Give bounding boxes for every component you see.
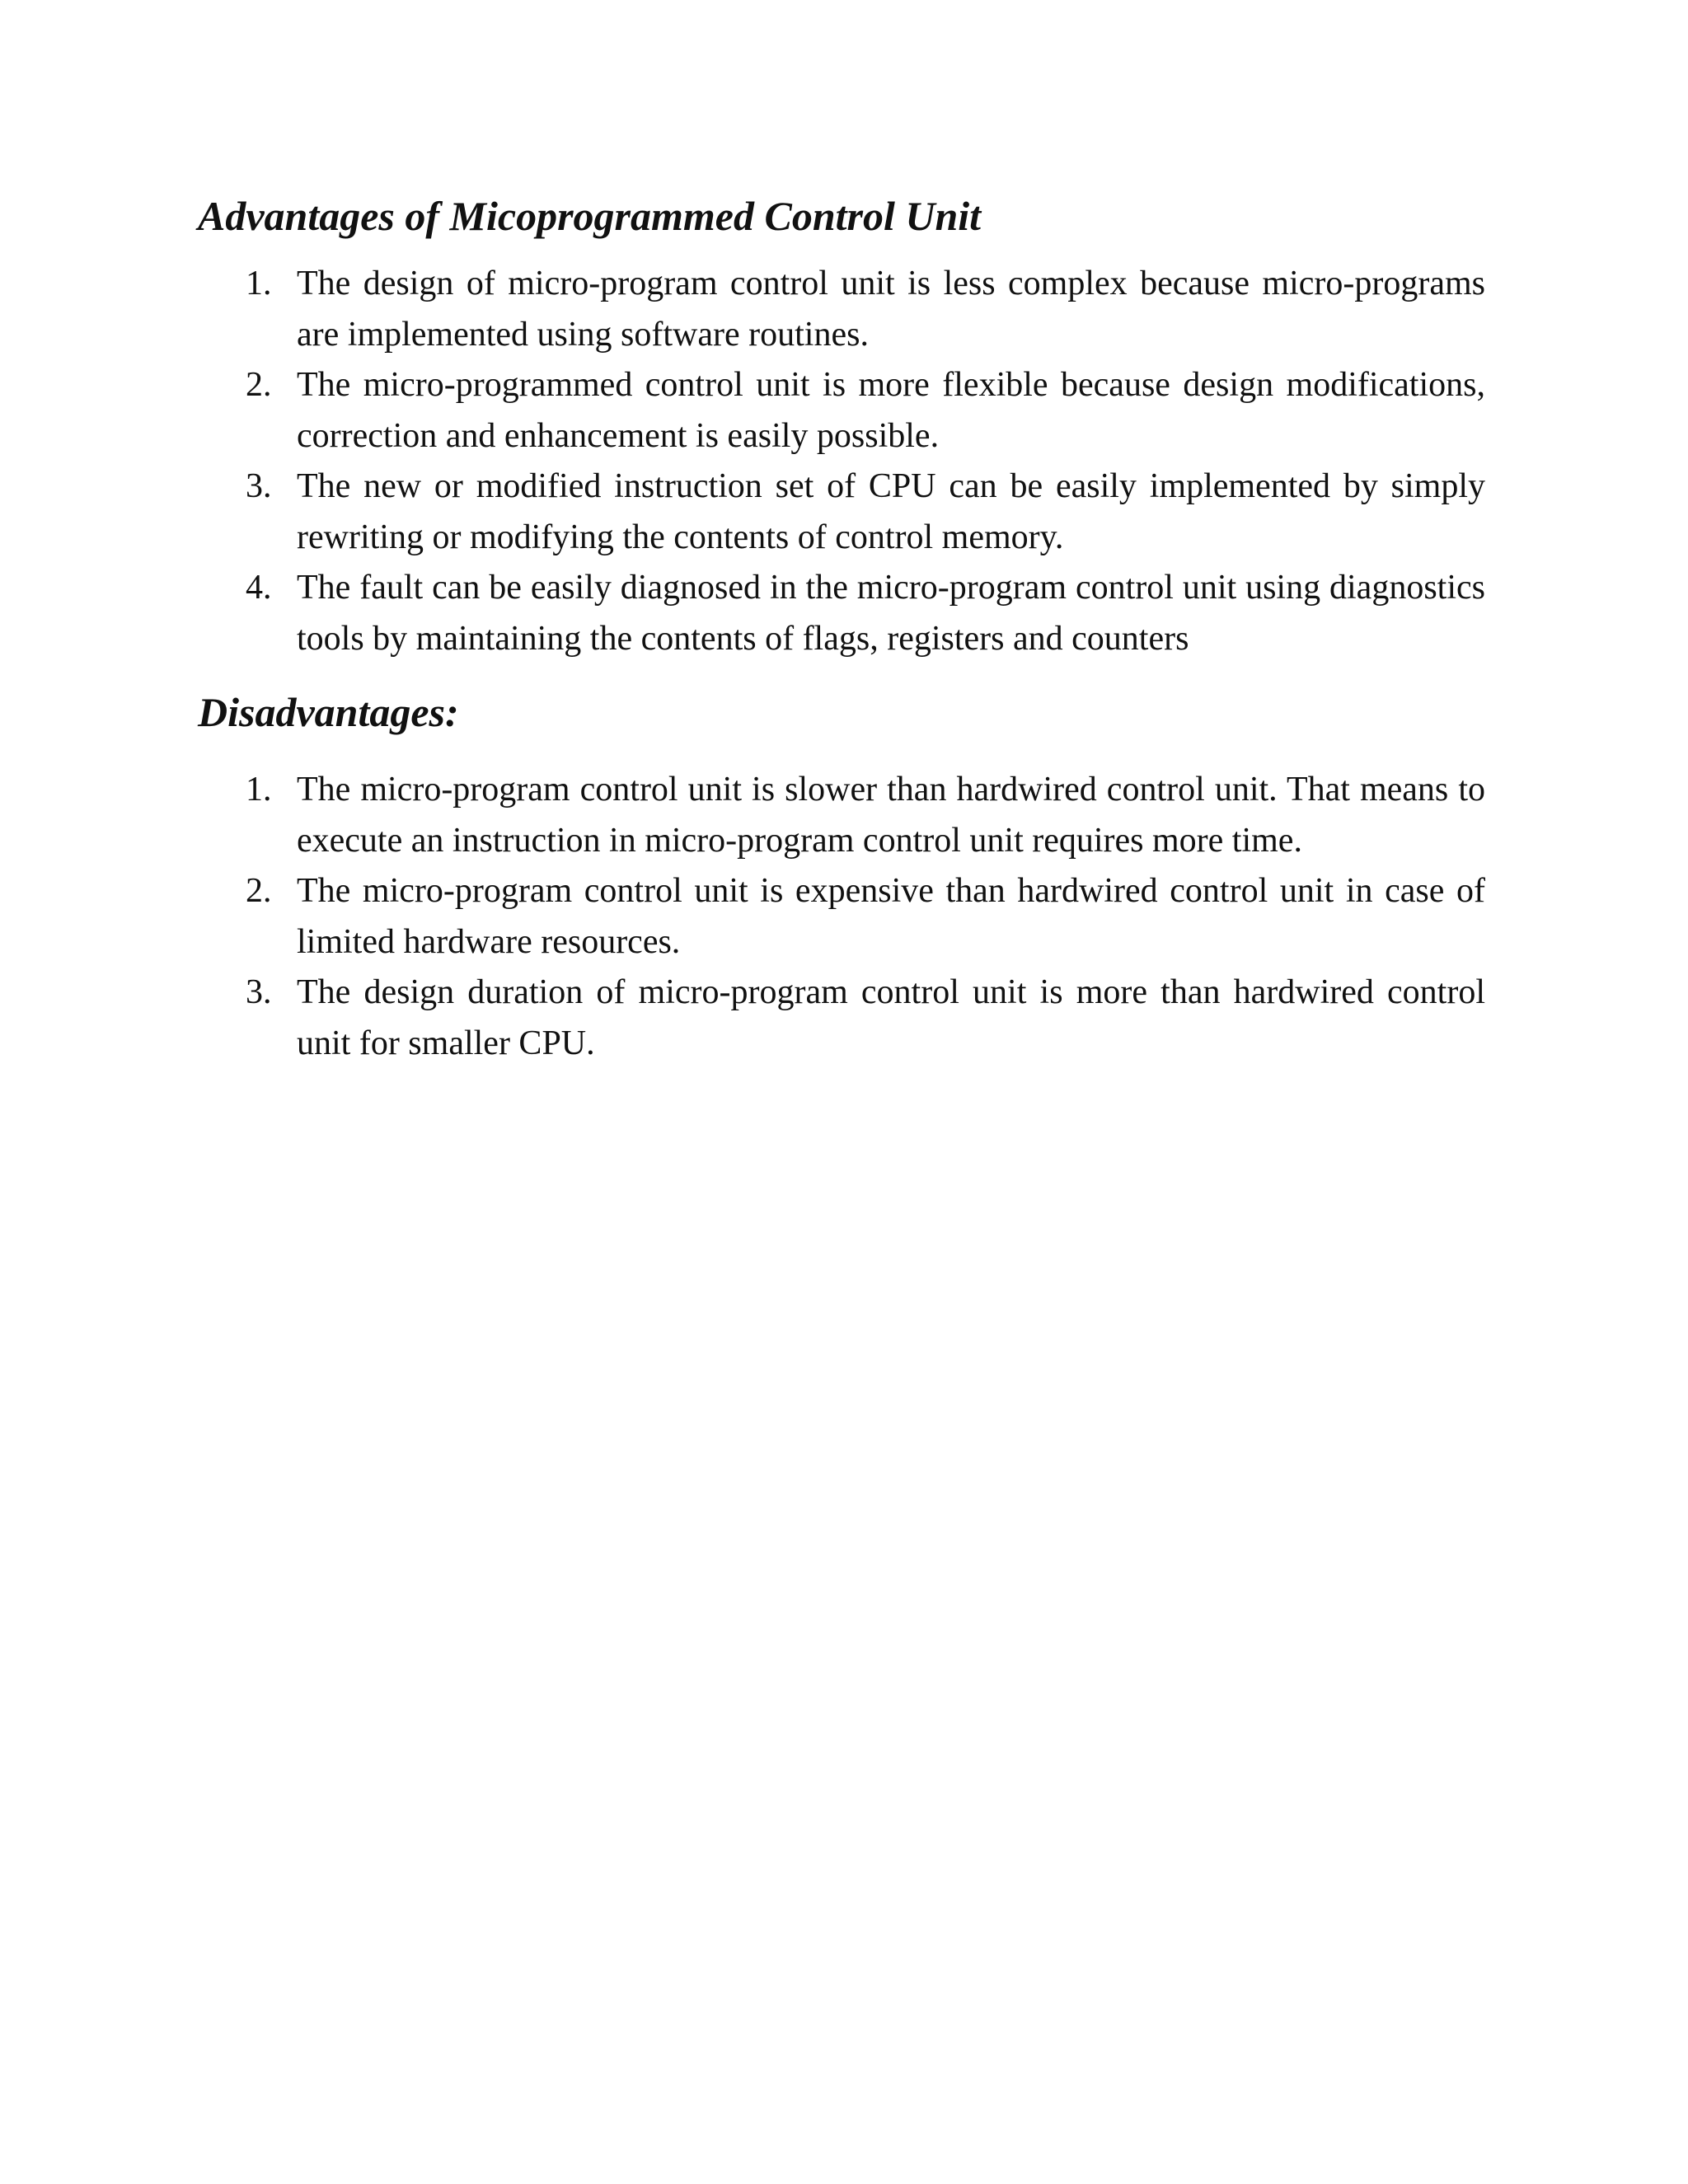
- item-number: 2.: [246, 872, 272, 910]
- advantages-heading: Advantages of Micoprogrammed Control Unit: [198, 193, 982, 239]
- disadvantages-heading: Disadvantages:: [198, 689, 459, 735]
- item-text: The micro-programmed control unit is more flexible because design modifications, correction and enhancement is easily possible.: [297, 366, 1485, 455]
- item-number: 3.: [246, 467, 272, 505]
- advantages-list: [198, 259, 1485, 664]
- list-item: [198, 360, 1485, 462]
- document-content: [198, 191, 1485, 1069]
- item-number: 3.: [246, 973, 272, 1011]
- list-item: [198, 765, 1485, 866]
- item-text: The micro-program control unit is slower than hardwired control unit. That means to execute an instruction in micro-program control unit requires more time.: [297, 771, 1485, 860]
- item-text: The design duration of micro-program control unit is more than hardwired control unit for smaller CPU.: [297, 973, 1485, 1062]
- item-text: The design of micro-program control unit is less complex because micro-programs are implemented using software routines.: [297, 265, 1485, 354]
- item-text: The fault can be easily diagnosed in the micro-program control unit using diagnostics tools by maintaining the contents of flags, registers and counters: [297, 569, 1485, 658]
- item-number: 4.: [246, 569, 272, 607]
- list-item: [198, 259, 1485, 360]
- item-number: 1.: [246, 771, 272, 808]
- list-item: [198, 462, 1485, 563]
- item-number: 2.: [246, 366, 272, 404]
- list-item: [198, 968, 1485, 1069]
- item-number: 1.: [246, 265, 272, 302]
- item-text: The new or modified instruction set of CPU can be easily implemented by simply rewriting or modifying the contents of control memory.: [297, 467, 1485, 556]
- item-text: The micro-program control unit is expensive than hardwired control unit in case of limited hardware resources.: [297, 872, 1485, 961]
- list-item: [198, 563, 1485, 664]
- disadvantages-list: [198, 765, 1485, 1069]
- list-item: [198, 866, 1485, 968]
